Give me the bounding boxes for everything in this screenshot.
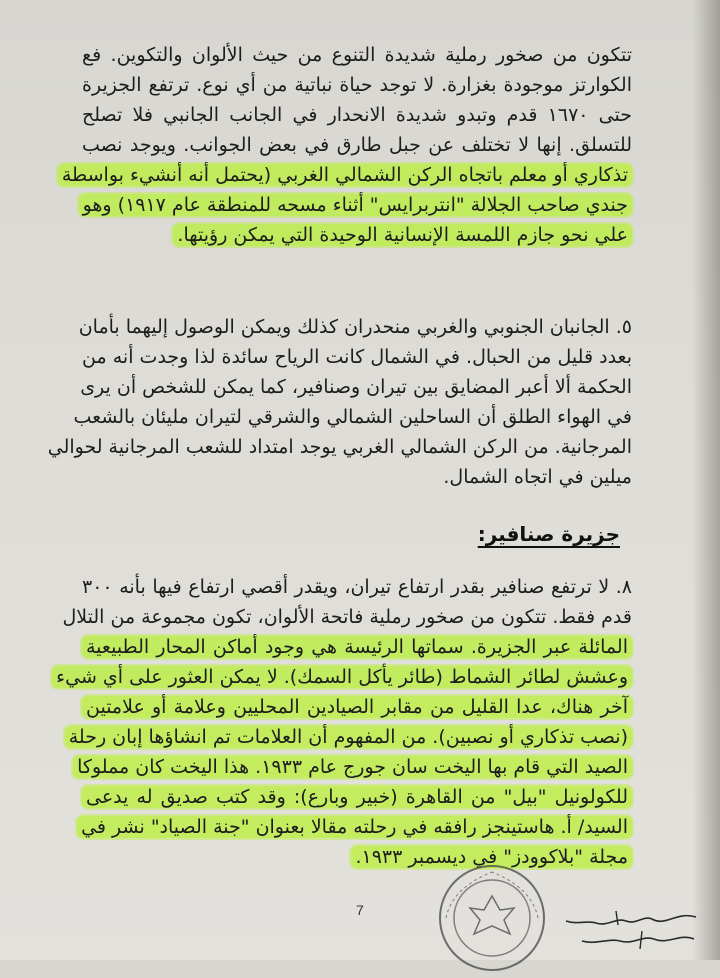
highlighted-text: علي نحو جازم اللمسة الإنسانية الوحيدة التي يمكن رؤيتها.	[173, 224, 632, 246]
paper-edge-shadow	[692, 0, 720, 960]
page-number: 7	[356, 902, 364, 918]
highlighted-text: تذكاري أو معلم باتجاه الركن الشمالي الغربي (يحتمل أنه أنشيء بواسطة	[58, 164, 632, 186]
text-line: الكوارتز موجودة بغزارة. لا توجد حياة نباتية من أي نوع. ترتفع الجزيرة	[82, 74, 632, 96]
highlighted-text: جندي صاحب الجلالة "انتربرايس" أثناء مسحه للمنطقة عام ١٩١٧) وهو	[79, 194, 632, 216]
text-line: في الهواء الطلق أن الساحلين الشمالي والشرقي لتيران مليئان بالشعب	[73, 406, 632, 428]
text-line: قدم فقط. تتكون من صخور رملية فاتحة الألوان، تكون مجموعة من التلال	[62, 606, 632, 628]
highlighted-text: الصيد التي قام بها اليخت سان جورج عام ١٩٣٣. هذا اليخت كان مملوكا	[73, 756, 632, 778]
section-heading-sanafir: جزيرة صنافير:	[477, 522, 620, 546]
text-line	[82, 632, 632, 662]
text-line	[82, 812, 632, 842]
handwritten-signature-icon	[556, 905, 706, 955]
paragraph-tiran-description	[61, 40, 632, 250]
highlighted-text: السيد/ أ. هاستينجز رافقه في رحلته مقالا بعنوان "جنة الصياد" نشر في	[77, 816, 632, 838]
text-line: تتكون من صخور رملية شديدة التنوع من حيث الألوان والتكوين. فع	[82, 44, 632, 66]
text-line-highlighted: للتسلق. إنها لا تختلف عن جبل طارق في بعض الجوانب. ويوجد نصب	[82, 134, 632, 156]
official-seal-icon	[432, 858, 552, 978]
text-line	[82, 130, 632, 160]
text-line	[82, 220, 632, 250]
highlighted-text: وعشش لطائر الشماط (طائر يأكل السمك). لا يمكن العثور على أي شيء	[52, 666, 632, 688]
text-line	[68, 722, 632, 752]
text-line: ٨. لا ترتفع صنافير بقدر ارتفاع تيران، ويقدر أقصي ارتفاع فيها بأنه ٣٠٠	[82, 576, 632, 598]
text-line: ميلين في اتجاه الشمال.	[443, 466, 632, 488]
paragraph-5	[47, 312, 632, 492]
highlighted-text: للكولونيل "بيل" من القاهرة (خبير وبارع): وقد كتب صديق له يدعى	[82, 786, 632, 808]
text-line: بعدد قليل من الحبال. في الشمال كانت الرياح سائدة لذا وجدت أنه من	[82, 346, 632, 368]
text-line: حتى ١٦٧٠ قدم وتبدو شديدة الانحدار في الجانب الجانبي فلا تصلح	[82, 104, 632, 126]
text-line	[82, 782, 632, 812]
text-line	[56, 662, 632, 692]
text-line	[82, 692, 632, 722]
text-line	[77, 752, 632, 782]
text-line	[61, 160, 632, 190]
text-line: ٥. الجانبان الجنوبي والغربي منحدران كذلك ويمكن الوصول إليهما بأمان	[78, 316, 632, 338]
paragraph-8	[56, 572, 632, 872]
highlighted-text: مجلة "بلاكوودز" في ديسمبر ١٩٣٣.	[351, 846, 632, 868]
text-line: الحكمة ألا أعبر المضايق بين تيران وصنافير، كما يمكن للشخص أن يرى	[80, 376, 632, 398]
text-line: المرجانية. من الركن الشمالي الغربي يوجد امتداد للشعب المرجانية لحوالي	[47, 436, 632, 458]
highlighted-text: المائلة عبر الجزيرة. سماتها الرئيسة هي وجود أماكن المحار الطبيعية	[82, 636, 632, 658]
text-line	[82, 190, 632, 220]
highlighted-text: آخر هناك، عدا القليل من مقابر الصيادين المحليين وعلامة أو علامتين	[82, 696, 632, 718]
highlighted-text: (نصب تذكاري أو نصبين). من المفهوم أن العلامات تم انشاؤها إبان رحلة	[65, 726, 632, 748]
